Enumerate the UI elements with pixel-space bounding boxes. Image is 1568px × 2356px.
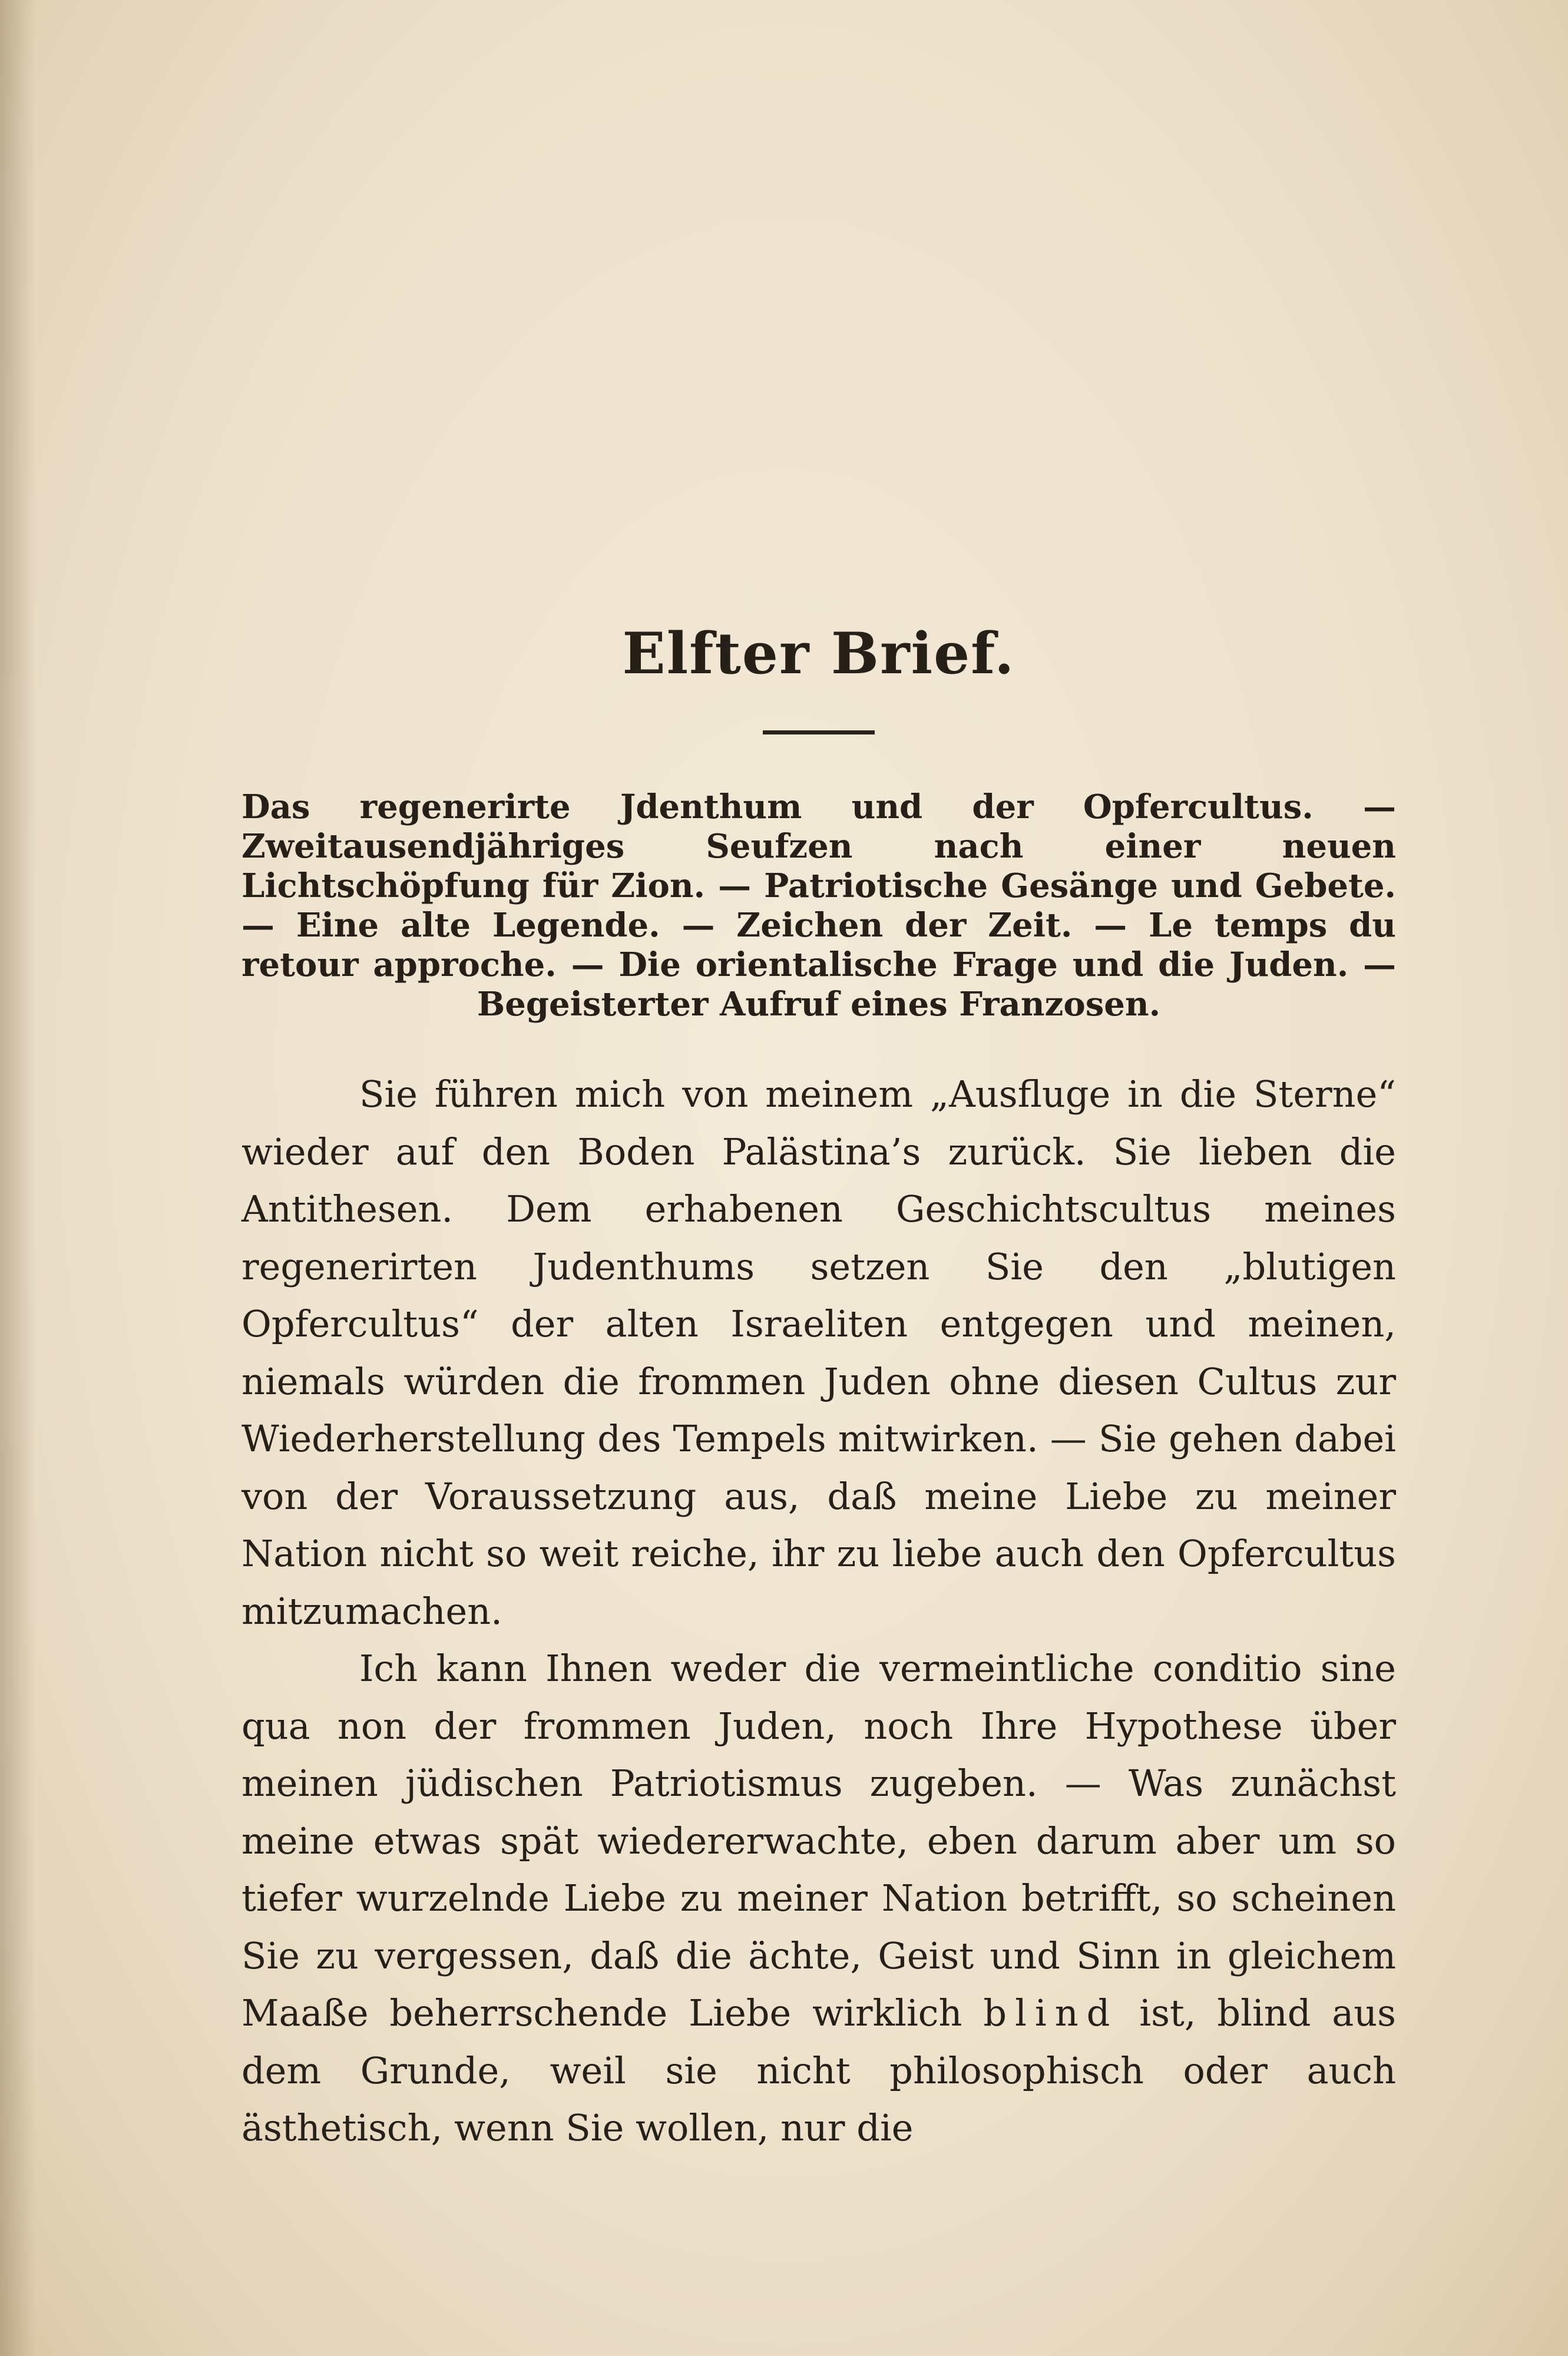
- text-column: [242, 613, 1396, 2157]
- chapter-title: Elfter Brief.: [622, 620, 1015, 687]
- chapter-summary: Das regenerirte Jdenthum und der Opfercultus. — Zweitausendjähriges Seufzen nach einer neuen Lichtschöpfung für Zion. — Patriotische Gesänge und Gebete. — Eine alte Legende. — Zeichen der Zeit. — Le temps du retour approche. — Die orientalische Frage und die Juden. — Begeisterter Aufruf eines Franzosen.: [242, 787, 1396, 1024]
- paragraph-2-text-a: Ich kann Ihnen weder die vermeintliche conditio sine qua non der frommen Juden, noch Ihre Hypothese über meinen jüdischen Patriotismus zugeben. — Was zunächst meine etwas spät wiedererwachte, eben darum aber um so tiefer wurzelnde Liebe zu meiner Nation betrifft, so scheinen Sie zu vergessen, daß die ächte, Geist und Sinn in gleichem Maaße beherrschende Liebe wirklich: [242, 1647, 1396, 2034]
- page-edge-shadow: [0, 0, 35, 2356]
- paragraph-2: [242, 1640, 1396, 2157]
- paragraph-2-spaced-word: blind: [983, 1991, 1119, 2034]
- paragraph-1: Sie führen mich von meinem „Ausfluge in die Sterne“ wieder auf den Boden Palästina’s zurück. Sie lieben die Antithesen. Dem erhabenen Geschichtscultus meines regenerirten Judenthums setzen Sie den „blutigen Opfercultus“ der alten Israeliten entgegen und meinen, niemals würden die frommen Juden ohne diesen Cultus zur Wiederherstellung des Tempels mitwirken. — Sie gehen dabei von der Voraussetzung aus, daß meine Liebe zu meiner Nation nicht so weit reiche, ihr zu liebe auch den Opfercultus mitzumachen.: [242, 1073, 1396, 1633]
- paragraph-2-text-b: ist, blind aus dem Grunde, weil sie nicht philosophisch oder auch ästhetisch, wenn Sie wollen, nur die: [242, 1991, 1396, 2149]
- title-rule: [763, 730, 875, 734]
